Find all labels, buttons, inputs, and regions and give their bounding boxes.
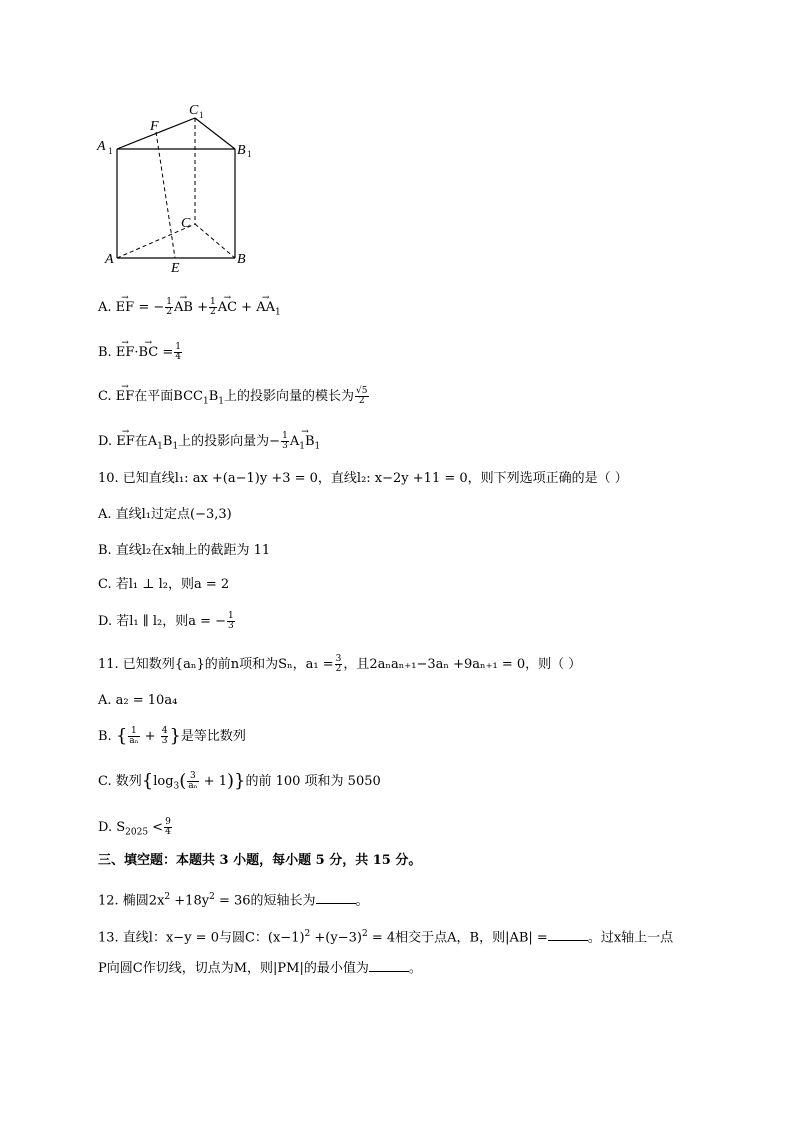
q11-option-a: A. a₂ = 10a₄ (98, 693, 178, 708)
label-B: B (237, 252, 246, 267)
q10-option-d: D. 若l₁ ∥ l₂，则a = − $\frac{1}{3}$ (98, 611, 234, 631)
edge-C-B (195, 224, 235, 258)
label-C1-sub: 1 (199, 110, 204, 120)
q11-option-c: C. 数列{$\log_3$( $\frac{3}{\text{aₙ}}$ + 1)}的前 100 项和为 5050 (98, 770, 381, 792)
label-A1-sub: 1 (108, 146, 113, 156)
label-E: E (171, 261, 180, 276)
section-3-title: 三、填空题：本题共 3 小题，每小题 5 分，共 15 分。 (98, 853, 422, 868)
prism-figure (95, 98, 265, 278)
q12: 12. 椭圆$2x^2 +18y^2 = 36$的短轴长为 。 (98, 892, 369, 909)
q13-answer-blank-2[interactable] (369, 971, 409, 972)
q10-option-c: C. 若l₁ ⊥ l₂，则a = 2 (98, 577, 230, 592)
label-A1: A (97, 139, 106, 154)
q11-stem: 11. 已知数列{aₙ}的前n项和为Sₙ，a₁ = $\frac{3}{2}$ ，且2aₙaₙ₊₁−3aₙ +9aₙ₊₁ = 0，则（ ） (98, 654, 582, 674)
q13-line2: P向圆C作切线，切点为M，则|PM|的最小值为 。 (98, 961, 422, 976)
edge-C1-B1 (195, 118, 235, 149)
label-C: C (181, 216, 191, 231)
segment-E-F (156, 132, 175, 258)
label-F: F (150, 119, 159, 134)
q12-answer-blank[interactable] (316, 903, 356, 904)
q10-option-b: B. 直线l₂在x轴上的截距为 11 (98, 543, 271, 558)
q9-option-b: B. → EF·→ BC = $\frac{1}{4}$ (98, 343, 183, 362)
q9-option-a: A. → EF = − $\frac{1}{2}$ → AB + $\frac{1}{2}$ → AC + → $AA_1$ (98, 298, 281, 322)
label-C1: C (189, 103, 199, 118)
label-B1: B (237, 143, 246, 158)
q11-option-b: B. { $\frac{1}{\text{aₙ}}$ + $\frac{4}{3}$ }是等比数列 (98, 725, 246, 747)
q9-option-c: C. → EF在平面$BCC_1B_1$上的投影向量的模长为 $\frac{√5}{2}$ (98, 387, 370, 411)
label-B1-sub: 1 (247, 149, 252, 159)
label-A: A (105, 252, 114, 267)
q13-line1: 13. 直线l：x−y = 0与圆C：$(x-1)^2 +(y-3)^2 = 4$相交于点A，B，则|AB| = 。过x轴上一点 (98, 929, 674, 946)
q9-option-d: D. → EF在$A_1B_1$上的投影向量为− $\frac{1}{3}$ → $A_1B_1$ (98, 432, 320, 456)
q13-answer-blank-1[interactable] (548, 940, 588, 941)
q11-option-d: D. $S_{2025}$ < $\frac{9}{4}$ (98, 817, 171, 838)
q10-stem: 10. 已知直线l₁: ax +(a−1)y +3 = 0，直线l₂: x−2y +11 = 0，则下列选项正确的是（ ） (98, 471, 628, 486)
q10-option-a: A. 直线l₁过定点(−3,3) (98, 507, 232, 522)
